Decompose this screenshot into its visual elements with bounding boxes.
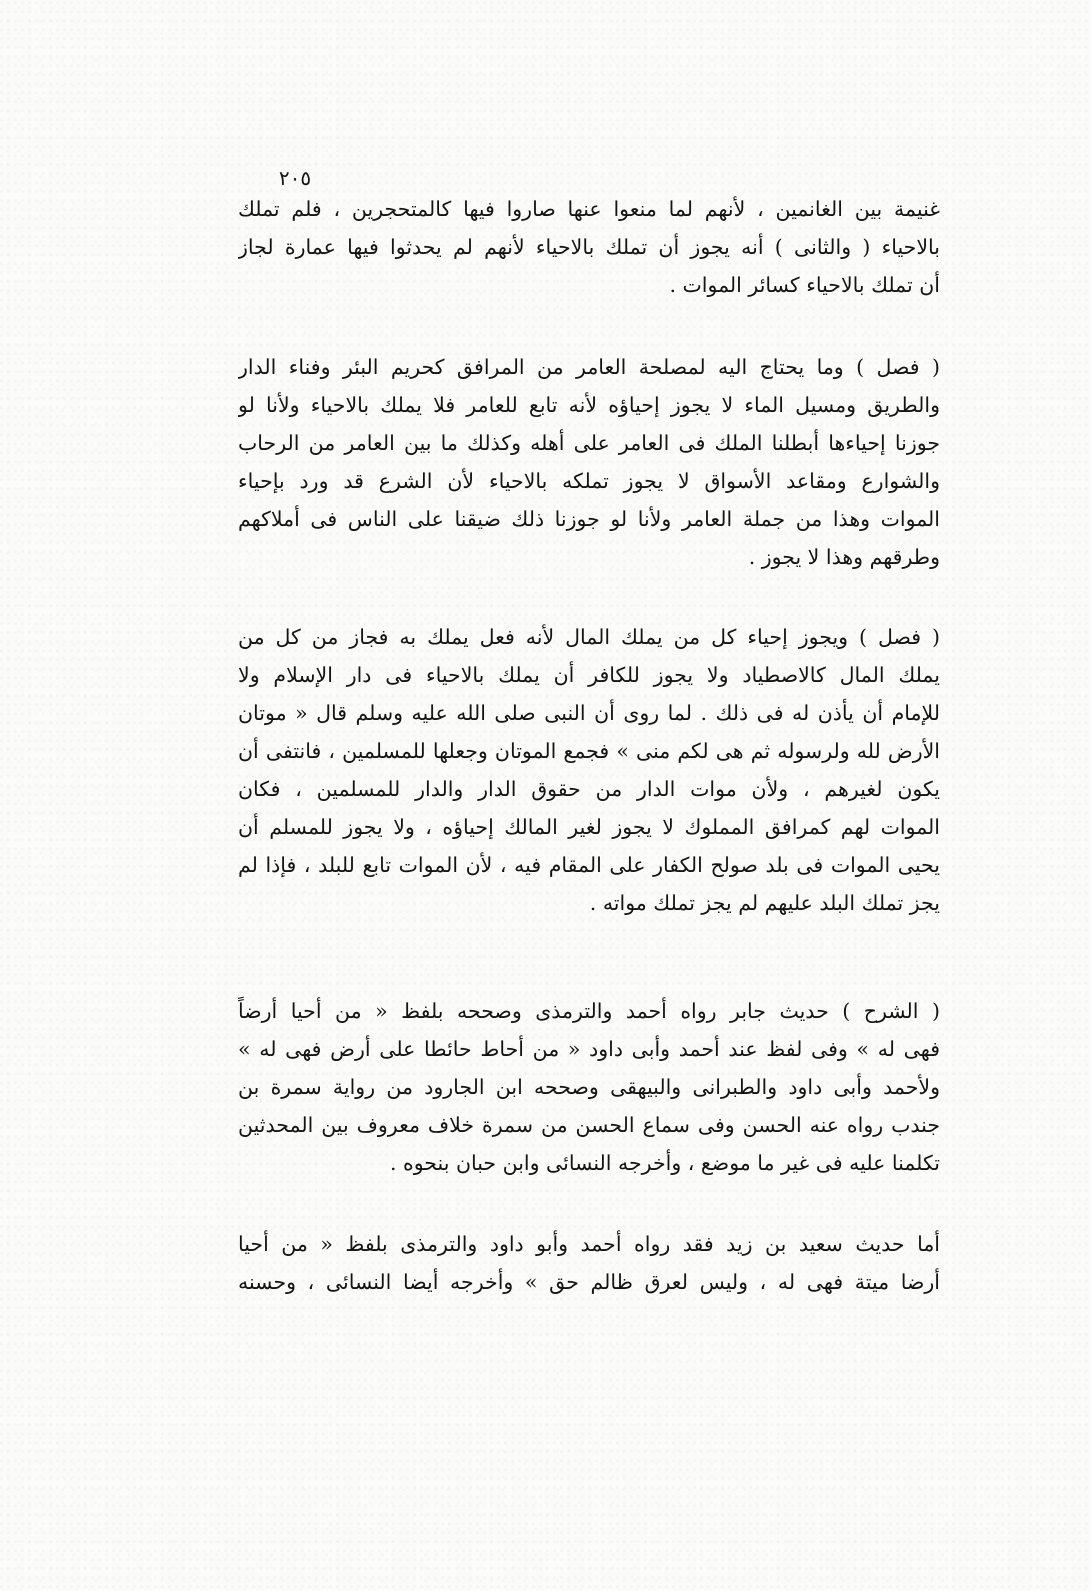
paragraph-1 <box>238 190 940 304</box>
text-line: ( فصل ) ويجوز إحياء كل من يملك المال لأنه فعل يملك به فجاز من كل من <box>238 625 940 649</box>
text-line: الموات لهم كمرافق المملوك لا يجوز لغير المالك إحياؤه ، ولا يجوز للمسلم أن <box>238 815 940 839</box>
text-line: غنيمة بين الغانمين ، لأنهم لما منعوا عنها صاروا فيها كالمتحجرين ، فلم تملك <box>238 197 940 221</box>
text-line: يملك المال كالاصطياد ولا يجوز للكافر أن يملك بالاحياء فى دار الإسلام ولا <box>238 663 940 687</box>
text-line: تكلمنا عليه فى غير ما موضع ، وأخرجه النسائى وابن حبان بنحوه . <box>389 1151 940 1175</box>
text-line: يكون لغيرهم ، ولأن موات الدار من حقوق الدار والدار للمسلمين ، فكان <box>238 777 940 801</box>
paragraph-5 <box>238 1225 940 1301</box>
text-line: ( الشرح ) حديث جابر رواه أحمد والترمذى وصححه بلفظ « من أحيا أرضاً <box>238 999 940 1023</box>
text-line: بالاحياء ( والثانى ) أنه يجوز أن تملك بالاحياء لأنهم لم يحدثوا فيها عمارة لجاز <box>238 235 940 259</box>
text-line: أرضا ميتة فهى له ، وليس لعرق ظالم حق » وأخرجه أيضا النسائى ، وحسنه <box>238 1270 940 1294</box>
text-line: جندب رواه عنه الحسن وفى سماع الحسن من سمرة خلاف معروف بين المحدثين <box>238 1113 940 1137</box>
text-line: والشوارع ومقاعد الأسواق لا يجوز تملكه بالاحياء لأن الشرع قد ورد بإحياء <box>238 469 940 493</box>
text-line: ولأحمد وأبى داود والطبرانى والبيهقى وصححه ابن الجارود من رواية سمرة بن <box>238 1075 940 1099</box>
text-line: أما حديث سعيد بن زيد فقد رواه أحمد وأبو داود والترمذى بلفظ « من أحيا <box>238 1232 940 1256</box>
commentary-paragraph <box>238 992 940 1182</box>
text-line: فهى له » وفى لفظ عند أحمد وأبى داود « من أحاط حائطا على أرض فهى له » <box>238 1037 940 1061</box>
text-line: يجز تملك البلد عليهم لم يجز تملك مواته . <box>589 891 940 915</box>
text-line: أن تملك بالاحياء كسائر الموات . <box>669 273 940 297</box>
paragraph-3 <box>238 618 940 922</box>
paragraph-2 <box>238 348 940 576</box>
text-line: والطريق ومسيل الماء لا يجوز إحياؤه لأنه تابع للعامر فلا يملك بالاحياء ولأنا لو <box>238 393 940 417</box>
text-line: وطرقهم وهذا لا يجوز . <box>748 545 940 569</box>
text-line: للإمام أن يأذن له فى ذلك . لما روى أن النبى صلى الله عليه وسلم قال « موتان <box>238 701 940 725</box>
text-line: جوزنا إحياءها أبطلنا الملك فى العامر على أهله وكذلك ما بين العامر من الرحاب <box>238 431 940 455</box>
text-line: الأرض لله ولرسوله ثم هى لكم منى » فجمع الموتان وجعلها للمسلمين ، فانتفى أن <box>238 739 940 763</box>
page-number: ٢٠٥ <box>278 166 312 190</box>
text-line: يحيى الموات فى بلد صولح الكفار على المقام فيه ، لأن الموات تابع للبلد ، فإذا لم <box>238 853 940 877</box>
text-line: ( فصل ) وما يحتاج اليه لمصلحة العامر من المرافق كحريم البئر وفناء الدار <box>238 355 940 379</box>
text-line: الموات وهذا من جملة العامر ولأنا لو جوزنا ذلك ضيقنا على الناس فى أملاكهم <box>238 507 940 531</box>
